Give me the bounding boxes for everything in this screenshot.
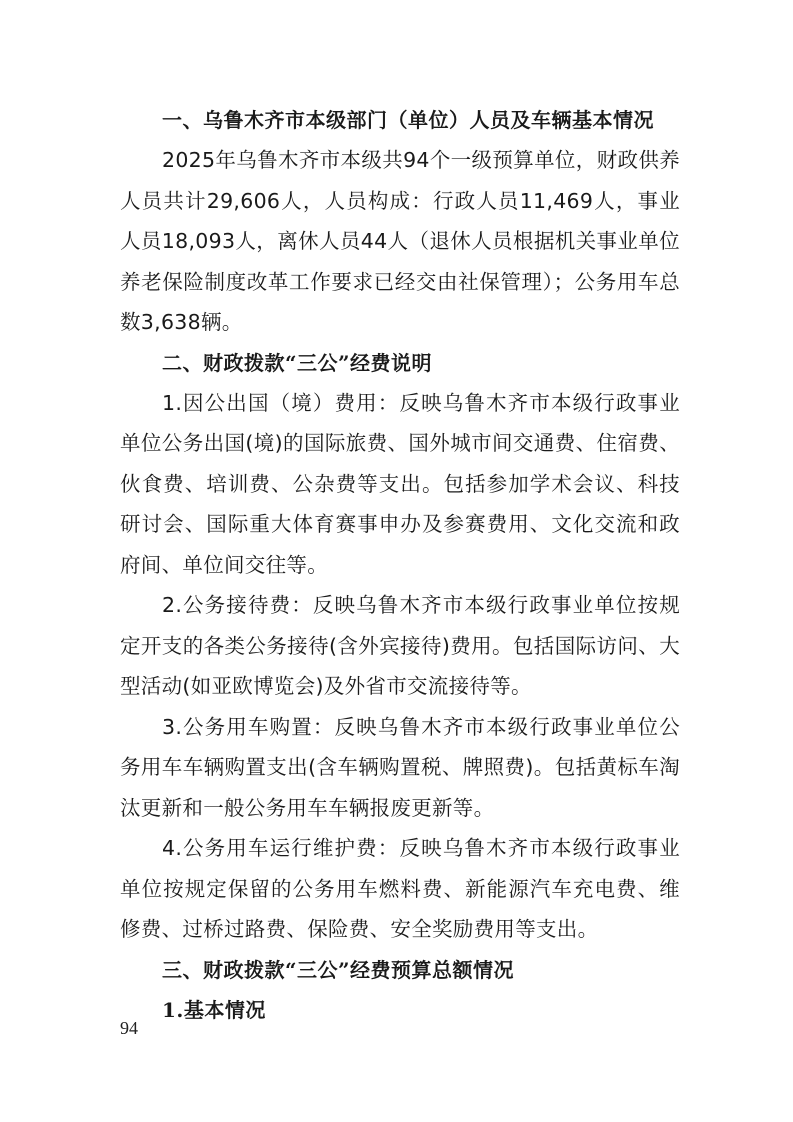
section-3-heading: 三、财政拨款“三公”经费预算总额情况 (162, 957, 515, 982)
section-2-item-2: 2.公务接待费：反映乌鲁木齐市本级行政事业单位按规定开支的各类公务接待(含外宾接待)费用。包括国际访问、大型活动(如亚欧博览会)及外省市交流接待等。 (120, 593, 680, 698)
section-2-item-3: 3.公务用车购置：反映乌鲁木齐市本级行政事业单位公务用车车辆购置支出(含车辆购置税、牌照费)。包括黄标车淘汰更新和一般公务用车车辆报废更新等。 (120, 714, 680, 820)
page-number: 94 (120, 1018, 138, 1038)
section-1-paragraph: 2025年乌鲁木齐市本级共94个一级预算单位，财政供养人员共计29,606人，人员构成：行政人员11,469人，事业人员18,093人，离休人员44人（退休人员根据机关事业单位养老保险制度改革工作要求已经交由社保管理）；公务用车总数3,638辆。 (120, 148, 680, 334)
section-2-item-1: 1.因公出国（境）费用：反映乌鲁木齐市本级行政事业单位公务出国(境)的国际旅费、国外城市间交通费、住宿费、伙食费、培训费、公杂费等支出。包括参加学术会议、科技研讨会、国际重大体育赛事申办及参赛费用、文化交流和政府间、单位间交往等。 (120, 390, 680, 577)
section-1-heading: 一、乌鲁木齐市本级部门（单位）人员及车辆基本情况 (162, 108, 654, 132)
section-2-item-4: 4.公务用车运行维护费：反映乌鲁木齐市本级行政事业单位按规定保留的公务用车燃料费、新能源汽车充电费、维修费、过桥过路费、保险费、安全奖励费用等支出。 (120, 836, 680, 941)
document-page (120, 100, 680, 1030)
section-3-subheading: 1.基本情况 (162, 997, 266, 1022)
section-2-heading: 二、财政拨款“三公”经费说明 (162, 350, 433, 375)
